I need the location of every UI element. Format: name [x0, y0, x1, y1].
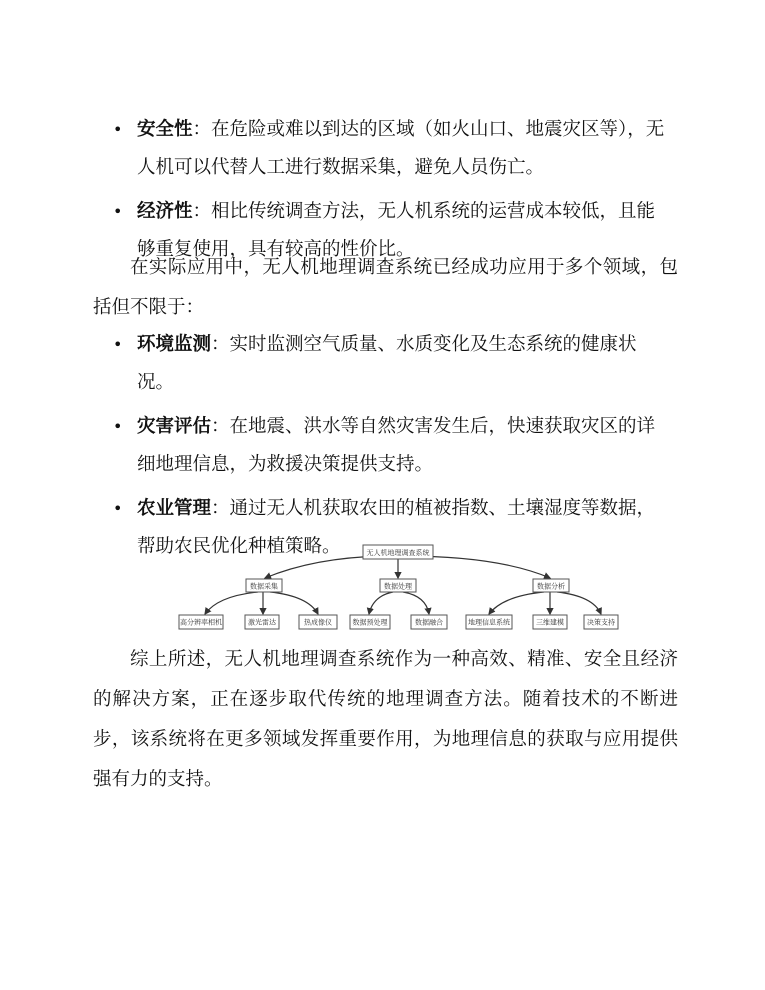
diagram-node-leaf: [299, 615, 337, 629]
bullet-icon: •: [113, 335, 123, 354]
list-item-term: 经济性: [137, 201, 193, 222]
diagram-node-leaf: [245, 615, 279, 629]
conclusion-paragraph: 综上所述，无人机地理调查系统作为一种高效、精准、安全且经济的解决方案，正在逐步取代传统的地理调查方法。随着技术的不断进步，该系统将在更多领域发挥重要作用，为地理信息的获取与应用提供强有力的支持。: [93, 649, 678, 790]
diagram-node-root: [363, 545, 433, 559]
applications-list: [0, 326, 765, 566]
bullet-icon: •: [113, 417, 123, 436]
list-item: [0, 326, 765, 402]
svg-text:三维建模: 三维建模: [536, 618, 564, 627]
diagram-node-branch: [246, 579, 282, 592]
svg-text:数据处理: 数据处理: [384, 582, 412, 591]
svg-text:数据采集: 数据采集: [250, 582, 278, 591]
svg-text:数据分析: 数据分析: [537, 582, 565, 591]
svg-text:热成像仪: 热成像仪: [304, 618, 332, 627]
diagram-edge: [557, 592, 601, 614]
svg-text:数据融合: 数据融合: [415, 618, 443, 627]
diagram-node-leaf: [411, 615, 447, 629]
bullet-icon: •: [113, 499, 123, 518]
diagram-node-branch: [380, 579, 416, 592]
diagram-node-leaf: [179, 615, 223, 629]
diagram-node-leaf: [466, 615, 512, 629]
intro-paragraph: 在实际应用中，无人机地理调查系统已经成功应用于多个领域，包括但不限于：: [93, 257, 678, 318]
diagram-edge: [369, 592, 393, 614]
svg-text:地理信息系统: 地理信息系统: [468, 618, 510, 627]
list-item-term: 安全性: [137, 119, 193, 140]
bullet-icon: •: [113, 120, 123, 139]
list-item-text: ：在地震、洪水等自然灾害发生后，快速获取灾区的详细地理信息，为救援决策提供支持。: [137, 416, 656, 475]
svg-text:激光雷达: 激光雷达: [248, 618, 276, 627]
list-item-term: 灾害评估: [137, 416, 212, 437]
list-item-text: ：相比传统调查方法，无人机系统的运营成本较低，且能够重复使用，具有较高的性价比。: [137, 201, 656, 260]
list-item-text: ：在危险或难以到达的区域（如火山口、地震灾区等），无人机可以代替人工进行数据采集，避免人员伤亡。: [137, 119, 665, 178]
diagram-node-leaf: [584, 615, 618, 629]
list-item-text: ：通过无人机获取农田的植被指数、土壤湿度等数据，帮助农民优化种植策略。: [137, 498, 656, 557]
benefits-list: [0, 111, 765, 269]
diagram-node-branch: [533, 579, 569, 592]
bullet-icon: •: [113, 202, 123, 221]
diagram-node-leaf: [350, 615, 390, 629]
list-item-term: 环境监测: [137, 334, 212, 355]
diagram-edge: [403, 592, 429, 614]
diagram-edge: [489, 592, 544, 614]
list-item: [0, 111, 765, 187]
diagram-edge: [270, 592, 318, 614]
system-tree-diagram: [178, 544, 615, 636]
list-item-text: ：实时监测空气质量、水质变化及生态系统的健康状况。: [137, 334, 637, 393]
svg-text:无人机地理调查系统: 无人机地理调查系统: [366, 549, 430, 557]
svg-text:数据预处理: 数据预处理: [352, 618, 388, 627]
diagram-node-leaf: [533, 615, 567, 629]
list-item: [0, 408, 765, 484]
diagram-edge: [205, 592, 258, 614]
svg-text:决策支持: 决策支持: [587, 618, 615, 627]
svg-text:高分辨率相机: 高分辨率相机: [180, 618, 222, 627]
list-item-term: 农业管理: [137, 498, 212, 519]
